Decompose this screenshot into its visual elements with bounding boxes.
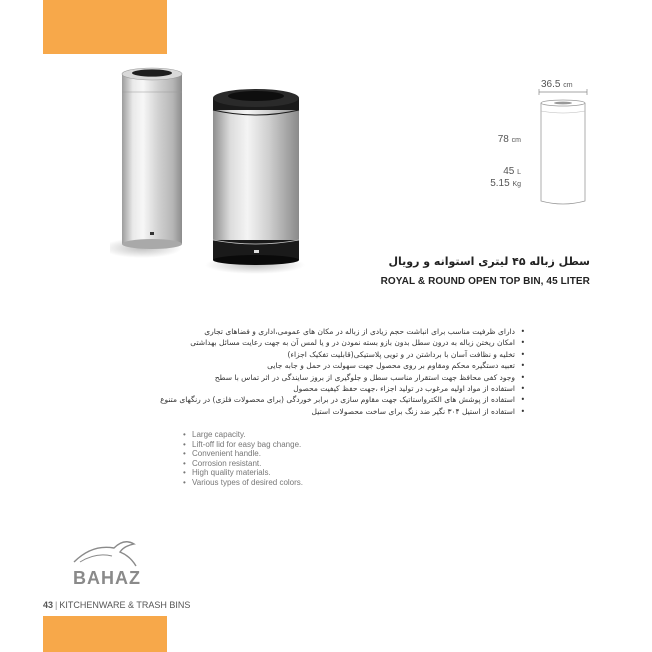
feature-fa-item: • استفاده از استیل ۳۰۴ نگیر ضد زنگ برای ساخت محصولات استیل bbox=[155, 406, 515, 417]
height-unit: cm bbox=[511, 137, 521, 144]
feature-fa-item: • تخلیه و نظافت آسان با برداشتن در و تویی پلاستیکی(قابلیت تفکیک اجزاء) bbox=[155, 349, 515, 360]
feature-fa-item: • وجود کفی محافظ جهت استقرار مناسب سطل و جلوگیری از بروز سایندگی در اثر تماس با سطح bbox=[155, 372, 515, 383]
feature-fa-item: • تعبیه دستگیره محکم ومقاوم بر روی محصول جهت سهولت در حمل و جابه جایی bbox=[155, 360, 515, 371]
height-value: 78 bbox=[497, 134, 509, 145]
product-photo bbox=[110, 60, 320, 285]
product-title-en: ROYAL & ROUND OPEN TOP BIN, 45 LITER bbox=[380, 276, 590, 287]
weight-value: 5.15 bbox=[490, 178, 510, 189]
royal-bin bbox=[205, 89, 305, 274]
width-value: 36.5 bbox=[541, 79, 561, 90]
feature-en-item: • Various types of desired colors. bbox=[183, 478, 303, 488]
bin-dimension-sketch-icon bbox=[537, 89, 589, 209]
width-unit: cm bbox=[563, 82, 573, 89]
dimension-block bbox=[485, 75, 595, 215]
footer-separator: | bbox=[55, 600, 58, 610]
dimension-volume bbox=[503, 167, 521, 177]
volume-value: 45 bbox=[503, 166, 515, 177]
feature-en-item: • Large capacity. bbox=[183, 430, 303, 440]
page-number: 43 bbox=[43, 600, 54, 610]
dimension-height bbox=[498, 135, 521, 145]
top-orange-tab bbox=[43, 0, 167, 54]
feature-fa-item: • امکان ریختن زباله به درون سطل بدون بازو بسته نمودن در و یا لمس آن به جهت رعایت مسائل بهداشتی bbox=[155, 337, 515, 348]
feature-fa-item: • استفاده از مواد اولیه مرغوب در تولید اجزاء ،جهت حفظ کیفیت محصول bbox=[155, 383, 515, 394]
feature-en-item: • High quality materials. bbox=[183, 468, 303, 478]
dimension-weight bbox=[490, 179, 521, 189]
feature-en-item: • Lift-off lid for easy bag change. bbox=[183, 440, 303, 450]
features-list-en bbox=[183, 430, 303, 488]
round-bin bbox=[110, 68, 182, 258]
feature-en-item: • Corrosion resistant. bbox=[183, 459, 303, 469]
feature-en-item: • Convenient handle. bbox=[183, 449, 303, 459]
bottom-orange-tab bbox=[43, 616, 167, 652]
product-title-fa: سطل زباله ۴۵ لیتری استوانه و رویال bbox=[388, 255, 590, 268]
volume-unit: L bbox=[517, 169, 521, 176]
section-title: KITCHENWARE & TRASH BINS bbox=[59, 600, 191, 610]
brand-name: BAHAZ bbox=[73, 568, 141, 588]
features-list-fa bbox=[155, 326, 527, 417]
feature-fa-item: • دارای ظرفیت مناسب برای انباشت حجم زیادی از زباله در مکان های عمومی،اداری و فضاهای تجاری bbox=[155, 326, 515, 337]
page-footer bbox=[43, 600, 190, 610]
weight-unit: Kg bbox=[512, 181, 521, 188]
feature-fa-item: • استفاده از پوشش های الکترواستاتیک جهت مقاوم سازی در برابر خوردگی (برای محصولات فلزی) در رنگهای متنوع bbox=[155, 394, 515, 405]
